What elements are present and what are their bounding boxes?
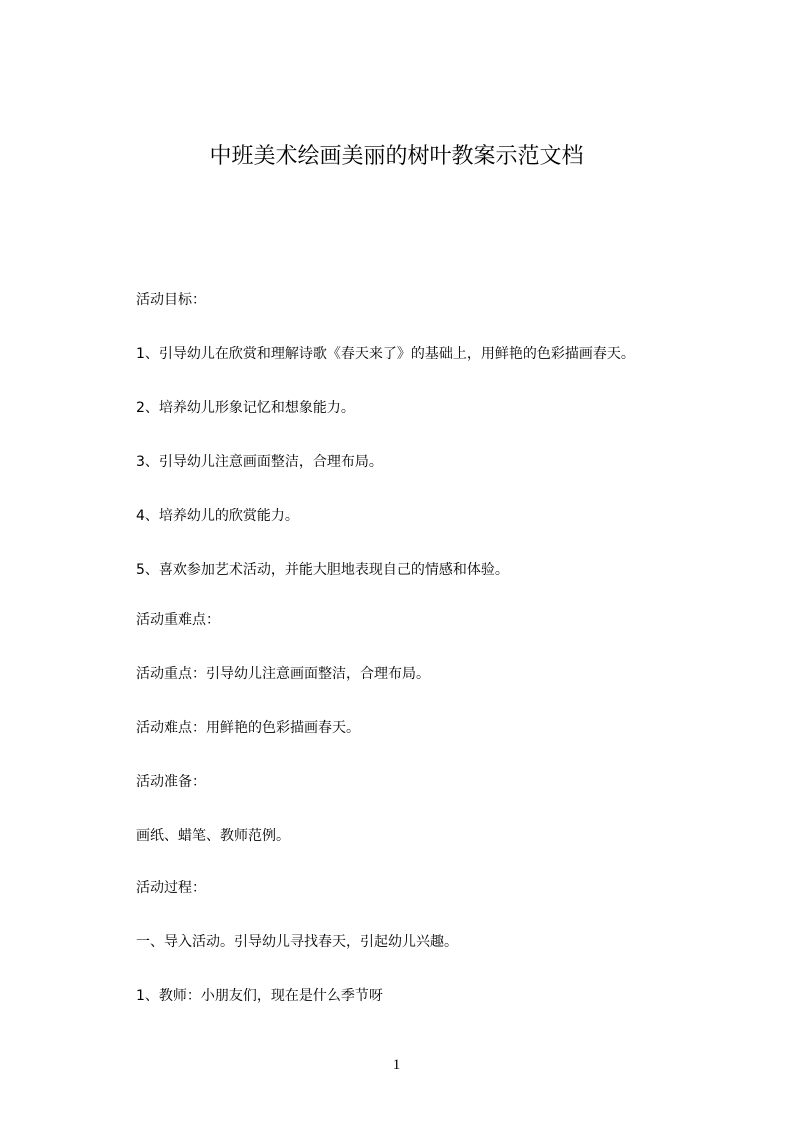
goal-item-3: 3、引导幼儿注意画面整洁，合理布局。 bbox=[136, 454, 383, 470]
key-point-text: 活动重点：引导幼儿注意画面整洁，合理布局。 bbox=[136, 666, 430, 682]
section-heading-key-points: 活动重难点： bbox=[136, 612, 220, 628]
goal-item-4: 4、培养幼儿的欣赏能力。 bbox=[136, 508, 299, 524]
page-number: 1 bbox=[392, 1057, 401, 1073]
preparation-text: 画纸、蜡笔、教师范例。 bbox=[136, 828, 290, 844]
section-heading-goals: 活动目标： bbox=[136, 292, 206, 308]
process-step-1: 一、导入活动。引导幼儿寻找春天，引起幼儿兴趣。 bbox=[136, 934, 458, 950]
goal-item-2: 2、培养幼儿形象记忆和想象能力。 bbox=[136, 400, 355, 416]
goal-item-5: 5、喜欢参加艺术活动，并能大胆地表现自己的情感和体验。 bbox=[136, 562, 509, 578]
section-heading-preparation: 活动准备： bbox=[136, 774, 206, 790]
goal-item-1: 1、引导幼儿在欣赏和理解诗歌《春天来了》的基础上，用鲜艳的色彩描画春天。 bbox=[136, 346, 635, 362]
section-heading-process: 活动过程： bbox=[136, 880, 206, 896]
difficult-point-text: 活动难点：用鲜艳的色彩描画春天。 bbox=[136, 720, 360, 736]
process-substep-1: 1、教师：小朋友们，现在是什么季节呀 bbox=[136, 988, 383, 1004]
page-title: 中班美术绘画美丽的树叶教案示范文档 bbox=[209, 144, 584, 169]
